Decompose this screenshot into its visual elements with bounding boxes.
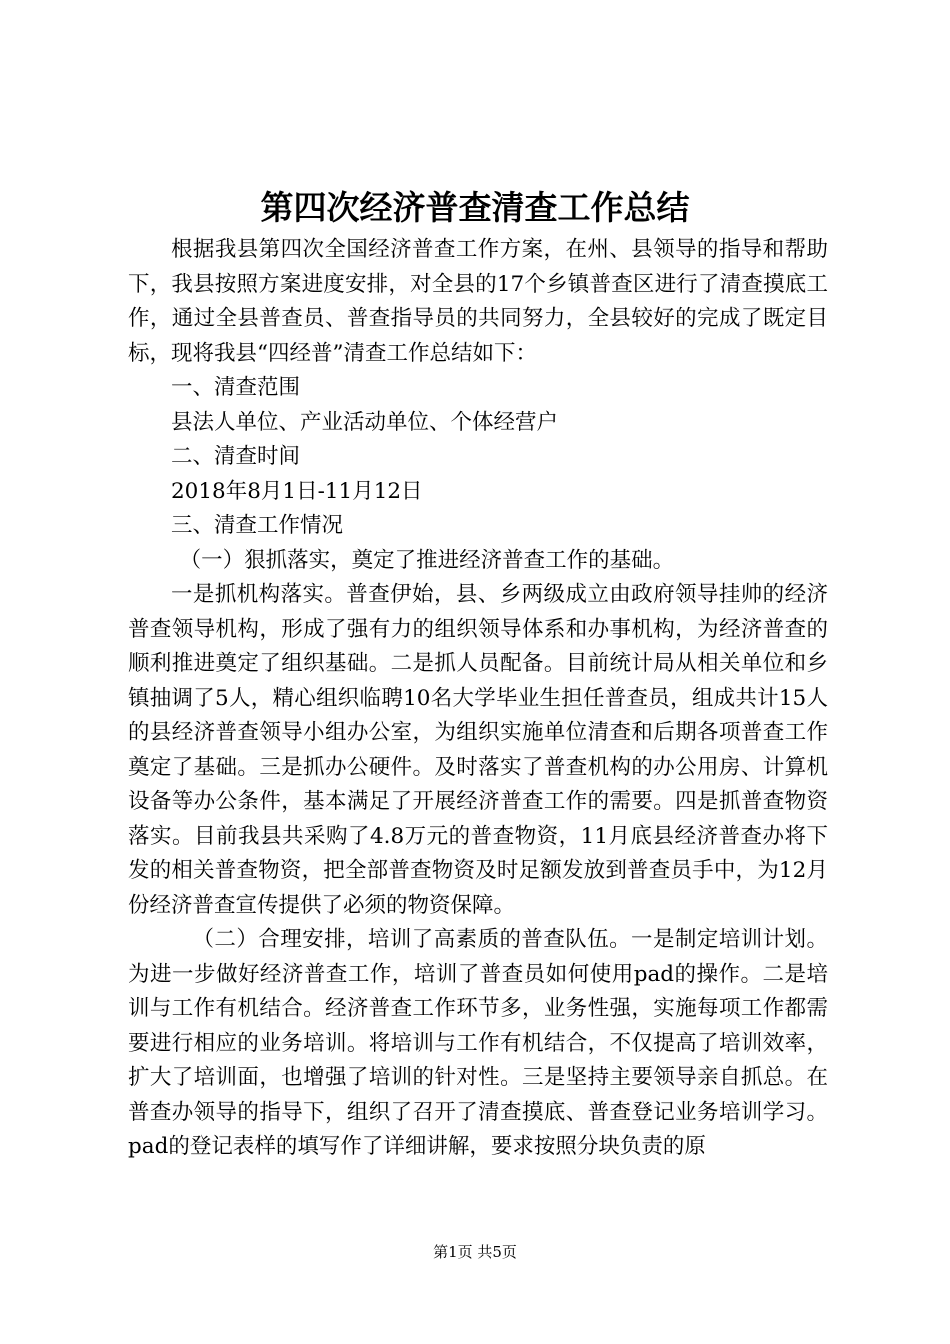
intro-paragraph: 根据我县第四次全国经济普查工作方案，在州、县领导的指导和帮助下，我县按照方案进度安排，对全县的17个乡镇普查区进行了清查摸底工作，通过全县普查员、普查指导员的共同努力，全县较好的完成了既定目标，现将我县“四经普”清查工作总结如下： [128,237,828,366]
time-text: 2018年8月1日-11月12日 [171,478,423,504]
work-paragraph-2: （二）合理安排，培训了高素质的普查队伍。一是制定培训计划。为进一步做好经济普查工作，培训了普查员如何使用pad的操作。二是培训与工作有机结合。经济普查工作环节多，业务性强，实施每项工作都需要进行相应的业务培训。将培训与工作有机结合，不仅提高了培训效率，扩大了培训面，也增强了培训的针对性。三是坚持主要领导亲自抓总。在普查办领导的指导下，组织了召开了清查摸底、普查登记业务培训学习。pad的登记表样的填写作了详细讲解，要求按照分块负责的原 [128,927,828,1159]
subsection-heading-1: （一）狠抓落实，奠定了推进经济普查工作的基础。 [179,547,675,573]
document-title: 第四次经济普查清查工作总结 [260,188,690,227]
section-heading-scope: 一、清查范围 [171,375,301,400]
section-heading-work: 三、清查工作情况 [171,513,344,538]
scope-text: 县法人单位、产业活动单位、个体经营户 [171,409,559,435]
document-body [128,233,828,1165]
section-heading-time: 二、清查时间 [171,444,301,469]
work-paragraph-1: 一是抓机构落实。普查伊始，县、乡两级成立由政府领导挂帅的经济普查领导机构，形成了强有力的组织领导体系和办事机构，为经济普查的顺利推进奠定了组织基础。二是抓人员配备。目前统计局从相关单位和乡镇抽调了5人，精心组织临聘10名大学毕业生担任普查员，组成共计15人的县经济普查领导小组办公室，为组织实施单位清查和后期各项普查工作奠定了基础。三是抓办公硬件。及时落实了普查机构的办公用房、计算机设备等办公条件，基本满足了开展经济普查工作的需要。四是抓普查物资落实。目前我县共采购了4.8万元的普查物资，11月底县经济普查办将下发的相关普查物资，把全部普查物资及时足额发放到普查员手中，为12月份经济普查宣传提供了必须的物资保障。 [128,582,828,918]
page-footer: 第1页 共5页 [433,1243,517,1261]
